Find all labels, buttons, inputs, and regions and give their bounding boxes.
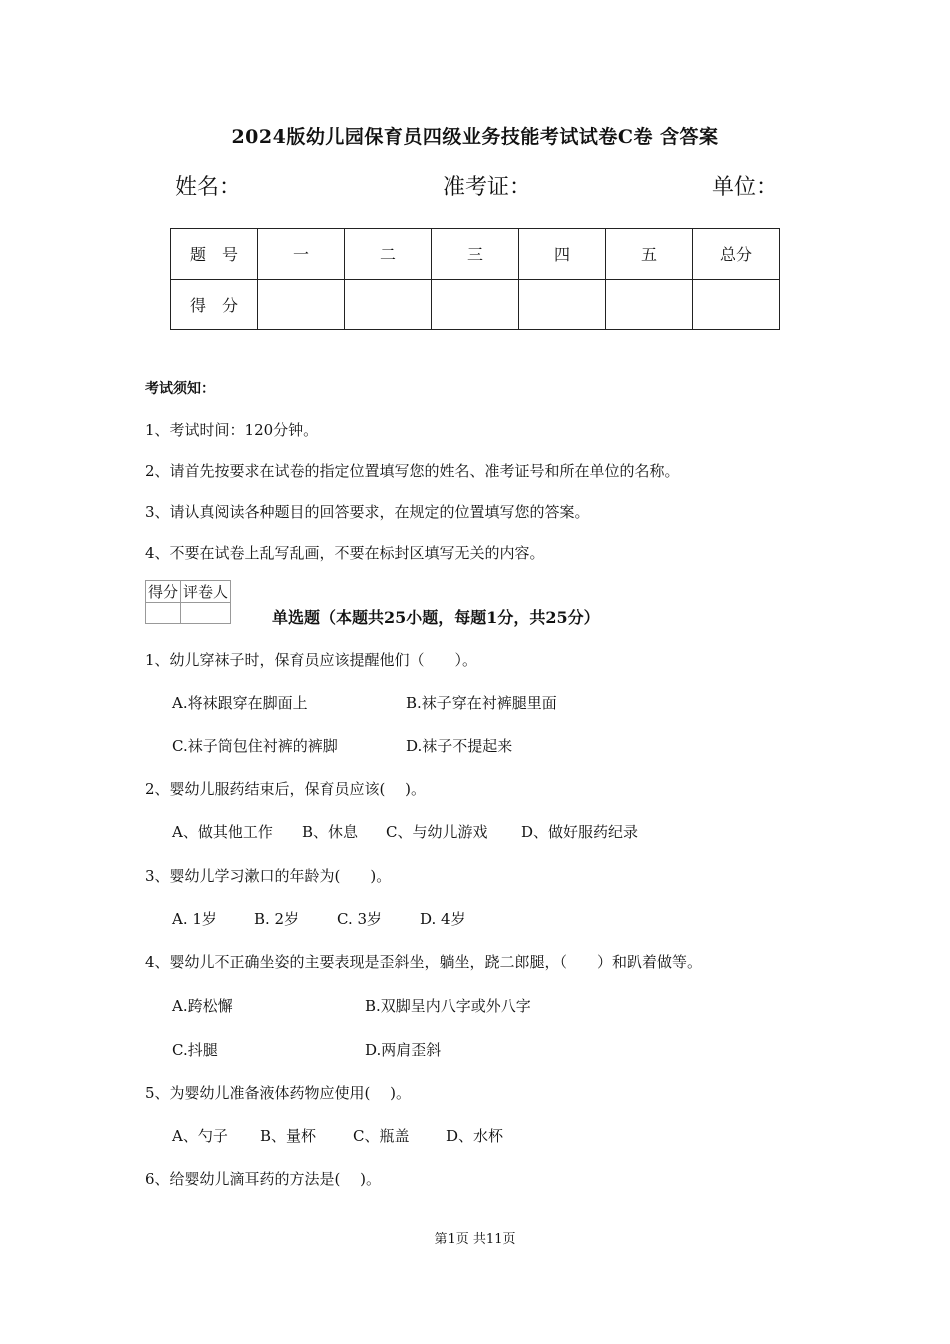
question-stem: 1、幼儿穿袜子时，保育员应该提醒他们（ ）。 [145,651,478,669]
question-stem: 2、婴幼儿服药结束后，保育员应该( )。 [145,780,427,798]
question-option[interactable]: C. 3岁 [337,910,383,928]
grader-box [145,580,231,624]
question-option[interactable]: D. 4岁 [420,910,466,928]
question-option[interactable]: B.袜子穿在衬裤腿里面 [406,694,557,712]
question-option[interactable]: C.袜子筒包住衬裤的裤脚 [172,737,338,755]
page-title: 2024版幼儿园保育员四级业务技能考试试卷C卷 含答案 [231,126,719,148]
score-table-header-cell: 题 号 [171,229,258,280]
question-stem: 6、给婴幼儿滴耳药的方法是( )。 [145,1170,382,1188]
question-option[interactable]: D.两肩歪斜 [365,1041,442,1059]
score-table-header-cell: 三 [432,229,519,280]
question-option[interactable]: A、做其他工作 [172,823,273,841]
exam-id-field-label: 准考证： [443,175,532,200]
score-table-header-row [171,229,780,280]
score-table [170,228,780,330]
score-cell[interactable] [606,279,693,330]
grader-score-cell[interactable] [146,603,181,624]
question-option[interactable]: A. 1岁 [172,910,217,928]
question-option[interactable]: B.双脚呈内八字或外八字 [365,997,531,1015]
question-option[interactable]: A、勺子 [172,1127,228,1145]
question-option[interactable]: C.抖腿 [172,1041,218,1059]
notice-item: 2、请首先按要求在试卷的指定位置填写您的姓名、准考证号和所在单位的名称。 [145,462,680,480]
score-table-header-cell: 五 [606,229,693,280]
score-cell[interactable] [432,279,519,330]
question-option[interactable]: B、量杯 [260,1127,317,1145]
page-footer: 第1页 共11页 [434,1232,516,1247]
notice-title: 考试须知： [145,381,215,397]
notice-item: 3、请认真阅读各种题目的回答要求，在规定的位置填写您的答案。 [145,503,590,521]
question-option[interactable]: B. 2岁 [254,910,300,928]
notice-item: 4、不要在试卷上乱写乱画，不要在标封区填写无关的内容。 [145,544,545,562]
score-table-score-row [171,279,780,330]
notice-item: 1、考试时间：120分钟。 [145,421,319,439]
score-table-header-cell: 一 [258,229,345,280]
score-cell[interactable] [345,279,432,330]
question-option[interactable]: D、水杯 [446,1127,504,1145]
grader-reviewer-cell[interactable] [181,603,231,624]
question-option[interactable]: B、休息 [302,823,359,841]
question-option[interactable]: D、做好服药纪录 [521,823,639,841]
question-option[interactable]: C、瓶盖 [353,1127,410,1145]
question-stem: 5、为婴幼儿准备液体药物应使用( )。 [145,1084,412,1102]
score-cell[interactable] [519,279,606,330]
grader-score-label: 得分 [146,581,181,603]
score-table-header-cell: 总分 [693,229,780,280]
question-stem: 3、婴幼儿学习漱口的年龄为( )。 [145,867,392,885]
question-option[interactable]: C、与幼儿游戏 [386,823,488,841]
score-table-header-cell: 二 [345,229,432,280]
question-option[interactable]: A.跨松懈 [172,997,233,1015]
question-option[interactable]: D.袜子不提起来 [406,737,513,755]
score-cell[interactable] [258,279,345,330]
grader-reviewer-label: 评卷人 [181,581,231,603]
score-cell[interactable] [693,279,780,330]
name-field-label: 姓名： [175,175,242,200]
question-option[interactable]: A.将袜跟穿在脚面上 [172,694,308,712]
score-table-header-cell: 四 [519,229,606,280]
question-stem: 4、婴幼儿不正确坐姿的主要表现是歪斜坐，躺坐，跷二郎腿，（ ）和趴着做等。 [145,953,703,971]
section-title: 单选题（本题共25小题，每题1分，共25分） [272,608,600,627]
score-table-row-label: 得 分 [171,279,258,330]
unit-field-label: 单位： [712,175,779,200]
